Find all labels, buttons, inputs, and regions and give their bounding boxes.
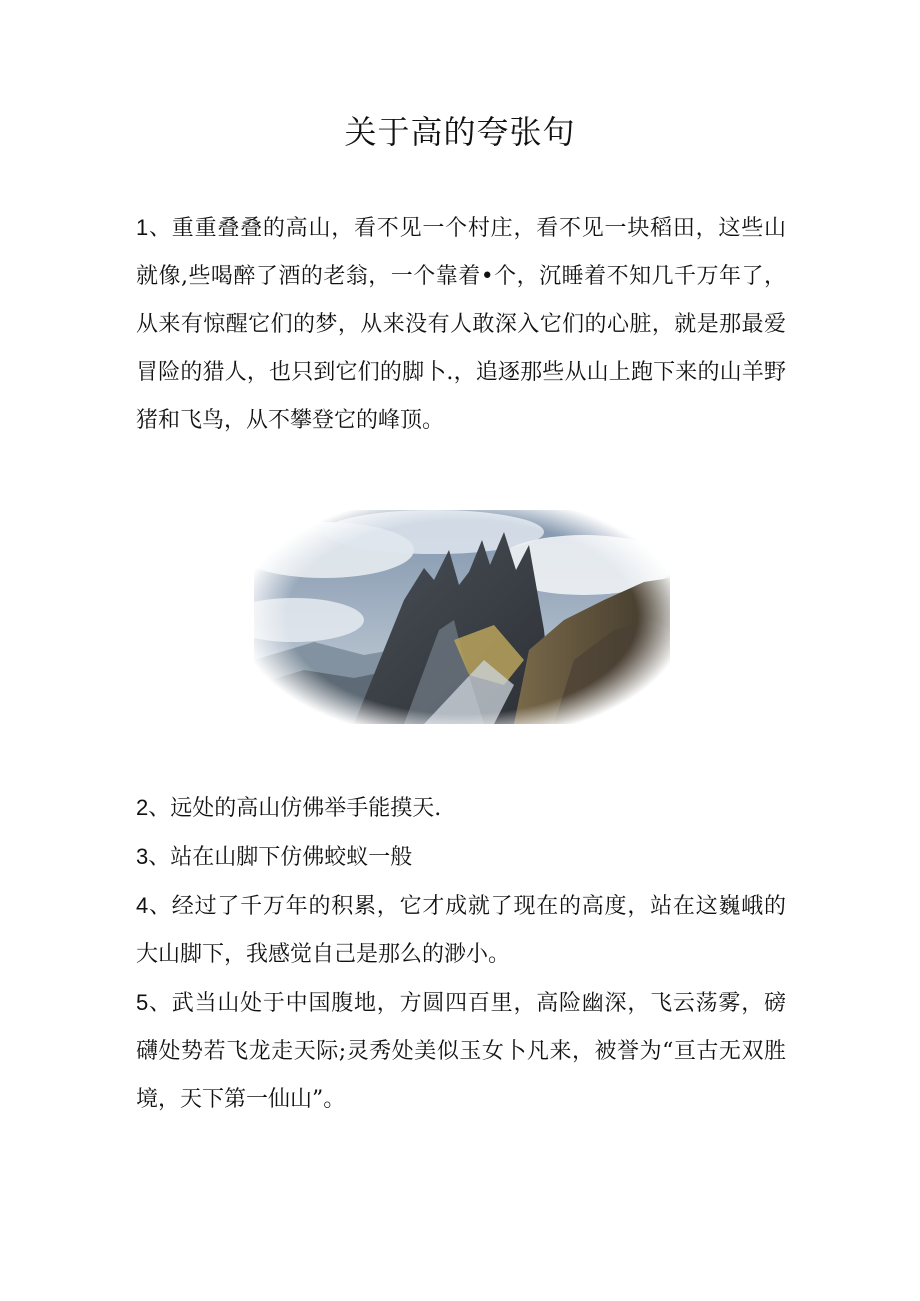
paragraph-number: 1 xyxy=(136,215,149,240)
paragraph-text: 、远处的高山仿佛举手能摸天. xyxy=(148,796,442,821)
paragraph-number: 3 xyxy=(136,844,149,869)
paragraph-number: 5 xyxy=(136,990,149,1015)
page-title: 关于高的夸张句 xyxy=(344,113,576,151)
paragraph-text: 、站在山脚下仿佛蛟蚁一般 xyxy=(148,845,413,870)
paragraph-4 xyxy=(136,882,786,979)
paragraph-3 xyxy=(136,833,786,882)
paragraph-5 xyxy=(136,979,786,1124)
paragraph-text: 、重重叠叠的高山，看不见一个村庄，看不见一块稻田，这些山就像,些喝醉了酒的老翁，一个靠着•个，沉睡着不知几千万年了，从来有惊醒它们的梦，从来没有人敢深入它们的心脏，就是那最爱冒险的猎人，也只到它们的脚卜.，追逐那些从山上跑下来的山羊野猪和飞鸟，从不攀登它的峰顶。 xyxy=(136,216,786,433)
mountain-photo xyxy=(254,510,670,724)
paragraph-text: 、武当山处于中国腹地，方圆四百里，高险幽深，飞云荡雾，磅礴处势若飞龙走天际;灵秀处美似玉女卜凡来，被誉为“亘古无双胜境，天下第一仙山”。 xyxy=(136,991,786,1112)
paragraph-number: 4 xyxy=(136,893,149,918)
cloud xyxy=(324,510,544,554)
paragraph-2 xyxy=(136,784,786,833)
mountain-illustration xyxy=(254,510,670,724)
paragraph-1 xyxy=(136,204,786,445)
paragraph-number: 2 xyxy=(136,795,149,820)
paragraph-text: 、经过了千万年的积累，它才成就了现在的高度，站在这巍峨的大山脚下，我感觉自己是那么的渺小。 xyxy=(136,894,786,967)
